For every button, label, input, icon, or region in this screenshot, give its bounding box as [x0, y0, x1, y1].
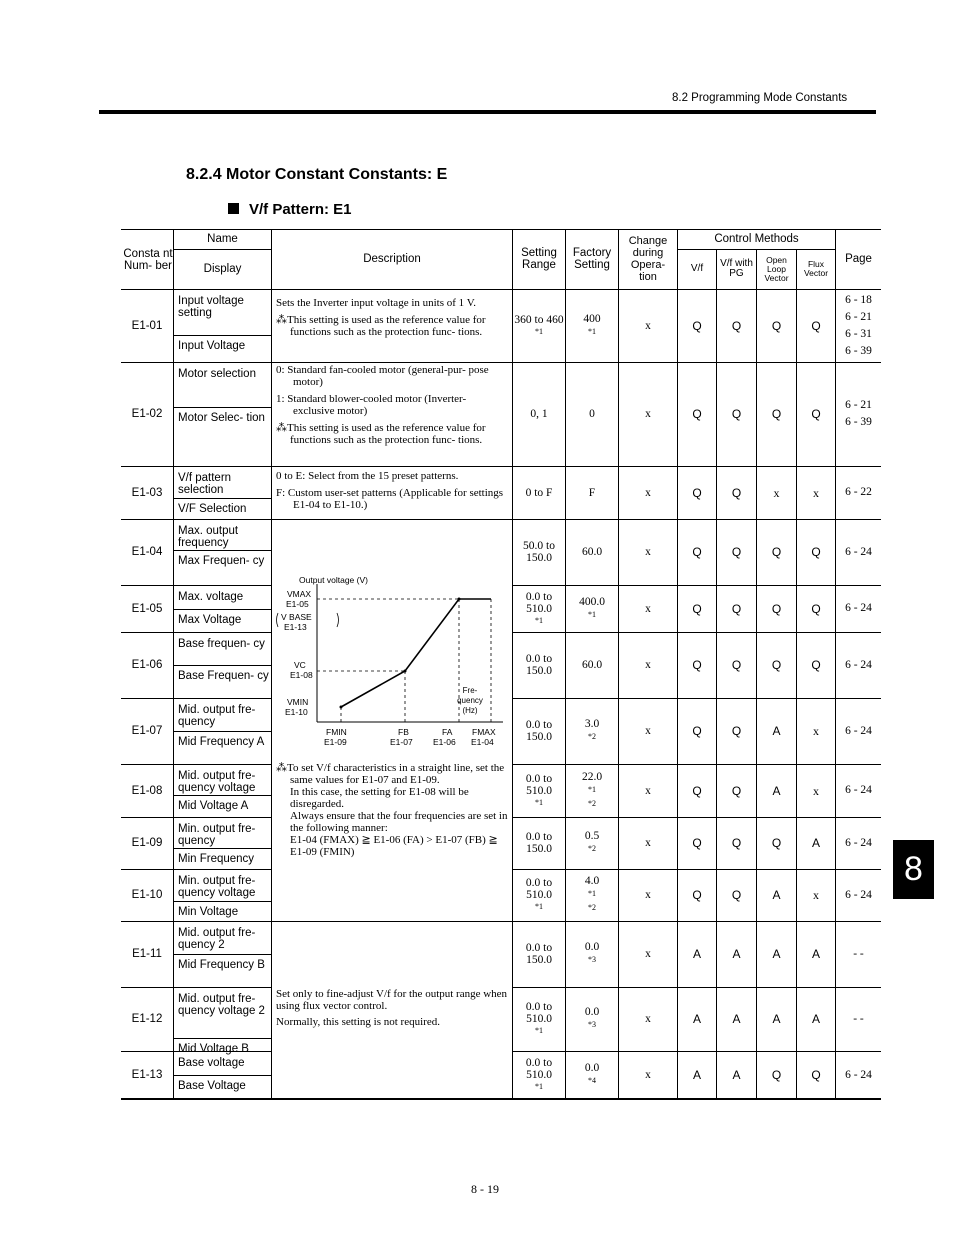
table-rule — [271, 229, 272, 1099]
constant-name: Base voltage — [178, 1057, 245, 1069]
control-vf: Q — [692, 888, 702, 902]
constants-table — [121, 229, 881, 1099]
control-vf-pg: Q — [731, 485, 742, 500]
page-ref — [836, 1051, 881, 1099]
control-vf: A — [692, 1068, 701, 1082]
chart-point-base — [458, 598, 461, 601]
chart-fa-label: FA — [442, 727, 453, 737]
factory-setting-value: 60.0 — [581, 546, 603, 558]
setting-range-value: 0.0 to 150.0 — [525, 942, 553, 966]
constant-number: E1-08 — [131, 784, 163, 797]
factory-setting-value: 3.0 — [584, 718, 600, 730]
chart-fmin-code: E1-09 — [324, 737, 347, 747]
factory-setting-note: *3 — [588, 955, 596, 964]
constant-number: E1-11 — [132, 948, 162, 960]
page-ref-item: 6 - 21 — [845, 310, 872, 323]
control-flux-vector: A — [811, 836, 820, 850]
control-flux-vector: x — [813, 485, 819, 500]
control-open-loop-vector: Q — [771, 407, 782, 421]
control-vf: Q — [692, 658, 702, 672]
constant-name: Min. output fre- quency voltage — [178, 875, 256, 899]
setting-range-value: 0.0 to 510.0 — [525, 877, 553, 901]
table-rule — [173, 1038, 271, 1039]
constant-display: V/F Selection — [178, 503, 247, 515]
page-ref-item: 6 - 24 — [845, 836, 872, 849]
square-bullet-icon — [228, 203, 239, 214]
chart-vmax-label: VMAX — [287, 589, 312, 599]
page-ref — [836, 466, 881, 519]
constant-name: Input voltage setting — [178, 295, 244, 319]
constant-name: Max. output frequency — [178, 525, 239, 549]
running-head: 8.2 Programming Mode Constants — [672, 92, 848, 104]
chart-vbase-label: V BASE — [281, 612, 312, 622]
table-rule — [173, 901, 271, 902]
control-vf: Q — [692, 407, 702, 421]
control-vf: A — [692, 947, 701, 961]
chart-x-title-2: quency — [457, 696, 483, 705]
control-vf: Q — [692, 485, 702, 500]
header-display: Display — [203, 263, 242, 275]
constant-name: Mid. output fre- quency voltage — [178, 770, 256, 794]
setting-range — [513, 869, 565, 921]
control-flux-vector: Q — [811, 601, 821, 616]
page-ref-item: 6 - 24 — [845, 602, 872, 614]
desc-text: 0: Standard fan-cooled motor (general-pur- pose motor) — [276, 364, 489, 388]
chart-fa-code: E1-06 — [433, 737, 456, 747]
constant-display: Base Voltage — [178, 1080, 246, 1092]
table-rule — [173, 550, 271, 551]
setting-range-note: *1 — [535, 902, 543, 911]
constant-name: Motor selection — [178, 368, 256, 380]
factory-setting-value: 400 — [583, 312, 601, 325]
table-rule — [173, 954, 271, 955]
page-ref-item: 6 - 31 — [845, 327, 872, 340]
header-rule — [99, 110, 876, 114]
desc-e1-02 — [276, 364, 510, 446]
page-ref-item: 6 - 22 — [845, 486, 872, 498]
header-page: Page — [845, 253, 872, 265]
factory-setting — [566, 764, 618, 817]
setting-range — [513, 921, 565, 987]
desc-text: Sets the Inverter input voltage in units of 1 V. — [276, 297, 477, 309]
table-rule — [173, 609, 271, 610]
page-ref-item: - - — [853, 1012, 864, 1025]
page-ref-item: - - — [853, 947, 864, 960]
control-flux-vector: Q — [811, 1068, 821, 1082]
control-vf-pg: Q — [731, 888, 742, 902]
setting-range-value: 0 to F — [525, 486, 553, 499]
constant-display: Motor Selec- tion — [178, 412, 265, 424]
desc-text: E1-04 (FMAX) ≧ E1-06 (FA) > E1-07 (FB) ≧ E1-09 (FMIN) — [290, 834, 498, 858]
chart-y-title: Output voltage (V) — [299, 575, 368, 585]
subsection-title — [228, 201, 352, 218]
desc-text: This setting is used as the reference value for functions such as the protection func- tions. — [287, 422, 486, 446]
setting-range — [513, 764, 565, 817]
setting-range — [513, 519, 565, 585]
page-ref — [836, 764, 881, 817]
header-factory-setting: Factory Setting — [572, 247, 612, 271]
constant-number: E1-06 — [131, 659, 163, 671]
desc-text: To set V/f characteristics in a straight line, set the same values for E1-07 and E1-09. — [287, 762, 505, 786]
factory-setting-value: 0.0 — [584, 941, 600, 953]
setting-range-value: 0.0 to 510.0 — [525, 590, 553, 615]
factory-setting-note: *2 — [588, 844, 596, 853]
table-rule — [173, 665, 271, 666]
setting-range — [513, 362, 565, 466]
desc-text: Set only to fine-adjust V/f for the output range when using flux vector control. — [276, 988, 508, 1012]
factory-setting-note: *2 — [588, 798, 596, 808]
factory-setting-value: F — [588, 486, 596, 499]
chart-vc-code: E1-08 — [290, 670, 313, 680]
header-setting-range: Setting Range — [521, 247, 557, 271]
setting-range — [513, 289, 565, 362]
control-vf: Q — [692, 724, 702, 738]
setting-range — [513, 1051, 565, 1099]
setting-range — [513, 585, 565, 632]
setting-range-value: 0.0 to 150.0 — [525, 653, 553, 677]
setting-range-value: 50.0 to 150.0 — [523, 540, 555, 564]
page-ref-item: 6 - 24 — [845, 784, 872, 796]
control-open-loop-vector: Q — [771, 836, 782, 850]
header-vf: V/f — [690, 263, 704, 274]
page-ref — [836, 921, 881, 987]
control-open-loop-vector: A — [772, 947, 781, 961]
desc-e1-03 — [276, 470, 510, 511]
chart-fmax-code: E1-04 — [471, 737, 494, 747]
factory-setting-value: 0.0 — [584, 1006, 600, 1018]
vf-pattern-chart — [273, 569, 511, 754]
page-ref — [836, 698, 881, 764]
desc-e1-01 — [276, 297, 510, 338]
header-vf-pg: V/f with PG — [720, 258, 753, 279]
setting-range-value: 360 to 460 — [514, 313, 564, 326]
chart-x-title-1: Fre- — [462, 686, 478, 695]
constant-name: V/f pattern selection — [178, 472, 232, 496]
control-vf-pg: Q — [731, 545, 742, 559]
setting-range — [513, 817, 565, 869]
control-open-loop-vector: A — [772, 783, 781, 798]
change-during-operation: x — [645, 486, 651, 499]
constant-number: E1-13 — [131, 1069, 163, 1081]
page-ref-item: 6 - 24 — [845, 1068, 872, 1081]
chart-bracket-right — [337, 613, 339, 627]
control-flux-vector: Q — [811, 407, 821, 421]
setting-range-value: 0, 1 — [530, 408, 548, 420]
control-flux-vector: Q — [811, 658, 821, 672]
setting-range-value: 0.0 to 150.0 — [525, 719, 553, 743]
factory-setting-note: *3 — [588, 1020, 596, 1029]
page-ref-item: 6 - 24 — [845, 724, 872, 737]
control-flux-vector: x — [813, 783, 819, 798]
setting-range-value: 0.0 to 510.0 — [525, 1001, 553, 1025]
change-during-operation: x — [645, 889, 651, 901]
control-flux-vector: A — [811, 947, 820, 961]
constant-display: Min Frequency — [178, 853, 255, 865]
page-ref — [836, 289, 881, 362]
control-open-loop-vector: x — [773, 485, 780, 500]
header-open-loop-vector: Open Loop Vector — [764, 254, 789, 283]
setting-range — [513, 987, 565, 1051]
constant-name: Base frequen- cy — [178, 638, 265, 650]
factory-setting — [566, 362, 618, 466]
control-vf-pg: A — [732, 1068, 741, 1082]
factory-setting-value: 0 — [589, 408, 595, 420]
factory-setting-note: *2 — [588, 732, 596, 741]
chart-vc-label: VC — [294, 660, 306, 670]
desc-text: This setting is used as the reference value for functions such as the protection func- tions. — [287, 314, 486, 338]
table-rule — [173, 335, 271, 336]
control-vf-pg: Q — [731, 783, 742, 798]
control-vf-pg: Q — [731, 318, 742, 333]
control-vf-pg: Q — [731, 836, 742, 850]
constant-display: Mid Voltage B — [178, 1043, 249, 1055]
change-during-operation: x — [645, 725, 651, 737]
control-flux-vector: Q — [811, 318, 821, 333]
header-change-during-operation: Change during Opera- tion — [628, 235, 668, 283]
control-vf-pg: Q — [731, 724, 742, 738]
control-flux-vector: x — [813, 888, 819, 902]
control-open-loop-vector: Q — [771, 1068, 782, 1082]
note-icon: ⁂ — [276, 314, 287, 326]
page-ref-item: 6 - 39 — [845, 344, 872, 357]
control-open-loop-vector: Q — [771, 601, 782, 616]
desc-text: Always ensure that the four frequencies are set in the following manner: — [290, 810, 508, 834]
constant-name: Max. voltage — [178, 591, 244, 603]
desc-text: In this case, the setting for E1-08 will be disregarded. — [290, 786, 469, 810]
page-ref — [836, 987, 881, 1051]
page-ref — [836, 817, 881, 869]
setting-range — [513, 698, 565, 764]
chart-vmin-code: E1-10 — [285, 707, 308, 717]
page-ref — [836, 585, 881, 632]
factory-setting — [566, 987, 618, 1051]
constant-number: E1-10 — [131, 889, 163, 901]
page-ref-item: 6 - 24 — [845, 545, 872, 558]
change-during-operation: x — [645, 948, 651, 960]
desc-text: F: Custom user-set patterns (Applicable for settings E1-04 to E1-10.) — [276, 487, 504, 511]
factory-setting — [566, 869, 618, 921]
desc-vf-notes — [276, 762, 510, 858]
change-during-operation: x — [645, 546, 651, 558]
constant-name: Mid. output fre- quency 2 — [178, 927, 256, 951]
note-icon: ⁂ — [276, 762, 287, 774]
page-ref-item: 6 - 24 — [845, 658, 872, 671]
chart-fmin-label: FMIN — [326, 727, 347, 737]
chart-vbase-code: E1-13 — [284, 622, 307, 632]
note-icon: ⁂ — [276, 422, 287, 434]
control-vf-pg: Q — [731, 407, 742, 421]
setting-range-note: *1 — [535, 797, 543, 807]
change-during-operation: x — [645, 602, 651, 615]
setting-range-note: *1 — [535, 1026, 543, 1035]
control-open-loop-vector: Q — [771, 658, 782, 672]
factory-setting-value: 22.0 — [581, 770, 603, 783]
change-during-operation: x — [645, 784, 651, 797]
constant-display: Input Voltage — [178, 340, 246, 352]
factory-setting — [566, 698, 618, 764]
chart-bracket-left — [277, 613, 279, 627]
chart-point-min — [340, 706, 343, 709]
factory-setting-value: 4.0 — [584, 875, 600, 887]
control-open-loop-vector: Q — [771, 318, 782, 333]
page-ref-item: 6 - 24 — [845, 888, 872, 901]
header-flux-vector: Flux Vector — [803, 259, 829, 278]
factory-setting-value: 400.0 — [579, 595, 605, 608]
table-rule — [173, 795, 271, 796]
control-flux-vector: Q — [811, 545, 821, 559]
control-vf: Q — [692, 601, 702, 616]
setting-range — [513, 632, 565, 698]
header-control-methods: Control Methods — [714, 233, 799, 245]
constant-name: Mid. output fre- quency voltage 2 — [178, 993, 265, 1017]
desc-text: 1: Standard blower-cooled motor (Inverter- exclusive motor) — [276, 393, 467, 417]
control-flux-vector: x — [813, 724, 819, 738]
factory-setting — [566, 632, 618, 698]
table-rule — [173, 407, 271, 408]
chart-vmax-code: E1-05 — [286, 599, 309, 609]
setting-range-note: *1 — [535, 615, 543, 625]
factory-setting — [566, 585, 618, 632]
desc-e1-11 — [276, 988, 510, 1028]
page-ref-item: 6 - 39 — [845, 416, 872, 428]
control-flux-vector: A — [811, 1012, 820, 1026]
chart-vmin-label: VMIN — [287, 697, 309, 707]
change-during-operation: x — [645, 1013, 651, 1025]
factory-setting — [566, 466, 618, 519]
constant-number: E1-01 — [131, 319, 163, 332]
table-rule — [173, 1075, 271, 1076]
constant-display: Mid Frequency B — [178, 959, 265, 971]
constant-number: E1-03 — [131, 486, 163, 499]
constant-number: E1-07 — [131, 725, 163, 737]
page-number: 8 - 19 — [471, 1182, 499, 1196]
control-open-loop-vector: A — [772, 724, 781, 738]
factory-setting-value: 0.0 — [584, 1062, 600, 1074]
page-ref-item: 6 - 21 — [845, 399, 872, 411]
factory-setting-note: *1 — [588, 609, 596, 619]
setting-range — [513, 466, 565, 519]
page-ref — [836, 632, 881, 698]
control-vf-pg: Q — [731, 601, 742, 616]
factory-setting-note: *1 — [588, 889, 596, 898]
factory-setting — [566, 817, 618, 869]
setting-range-value: 0.0 to 150.0 — [525, 831, 553, 855]
factory-setting-value: 60.0 — [581, 659, 603, 671]
constant-number: E1-12 — [131, 1013, 163, 1025]
table-rule — [173, 498, 271, 499]
control-vf: Q — [692, 836, 702, 850]
constant-number: E1-04 — [131, 546, 163, 558]
setting-range-value: 0.0 to 510.0 — [525, 772, 553, 797]
constant-display: Max Voltage — [178, 614, 242, 626]
control-open-loop-vector: Q — [771, 545, 782, 559]
header-name: Name — [207, 233, 238, 245]
chart-fb-label: FB — [398, 727, 409, 737]
page-ref-item: 6 - 18 — [845, 293, 872, 306]
header-constant-number: Consta nt Num- ber — [123, 248, 173, 272]
table-rule — [173, 848, 271, 849]
constant-name: Mid. output fre- quency — [178, 704, 256, 728]
control-open-loop-vector: A — [772, 888, 781, 902]
change-during-operation: x — [645, 659, 651, 671]
chart-point-mid — [404, 670, 407, 673]
factory-setting — [566, 519, 618, 585]
control-vf: Q — [692, 545, 702, 559]
control-vf: A — [692, 1012, 701, 1026]
change-during-operation: x — [645, 408, 651, 420]
chart-fb-code: E1-07 — [390, 737, 413, 747]
change-during-operation: x — [645, 319, 651, 332]
factory-setting — [566, 289, 618, 362]
constant-display: Max Frequen- cy — [178, 555, 265, 567]
page-ref — [836, 869, 881, 921]
table-rule — [173, 731, 271, 732]
control-open-loop-vector: A — [772, 1012, 781, 1026]
page-ref — [836, 519, 881, 585]
setting-range-note: *1 — [535, 326, 543, 336]
header-description: Description — [363, 253, 421, 265]
desc-text: 0 to E: Select from the 15 preset patterns. — [276, 470, 459, 482]
change-during-operation: x — [645, 1069, 651, 1081]
control-vf-pg: A — [732, 1012, 741, 1026]
constant-display: Min Voltage — [178, 906, 239, 918]
control-vf: Q — [692, 318, 702, 333]
constant-number: E1-02 — [131, 408, 163, 420]
page-ref — [836, 362, 881, 466]
control-vf-pg: A — [732, 947, 741, 961]
subsection-label: V/f Pattern: E1 — [249, 201, 352, 218]
constant-number: E1-05 — [131, 602, 163, 615]
desc-text: Normally, this setting is not required. — [276, 1016, 440, 1028]
constant-display: Base Frequen- cy — [178, 670, 269, 682]
factory-setting-note: *4 — [588, 1076, 596, 1085]
factory-setting-note: *1 — [588, 326, 596, 336]
factory-setting — [566, 1051, 618, 1099]
constant-number: E1-09 — [131, 837, 163, 849]
factory-setting-value: 0.5 — [584, 830, 600, 842]
factory-setting-note: *2 — [588, 903, 596, 912]
setting-range-note: *1 — [535, 1082, 543, 1091]
setting-range-value: 0.0 to 510.0 — [525, 1057, 553, 1081]
change-during-operation: x — [645, 837, 651, 849]
chart-fmax-label: FMAX — [472, 727, 496, 737]
control-vf: Q — [692, 783, 702, 798]
section-title: 8.2.4 Motor Constant Constants: E — [186, 166, 448, 183]
chart-x-title-3: (Hz) — [462, 706, 478, 715]
chapter-tab: 8 — [893, 840, 934, 899]
factory-setting — [566, 921, 618, 987]
constant-display: Mid Voltage A — [178, 800, 249, 812]
constant-display: Mid Frequency A — [178, 736, 265, 748]
constant-name: Min. output fre- quency — [178, 823, 256, 847]
control-vf-pg: Q — [731, 658, 742, 672]
factory-setting-note: *1 — [588, 784, 596, 794]
